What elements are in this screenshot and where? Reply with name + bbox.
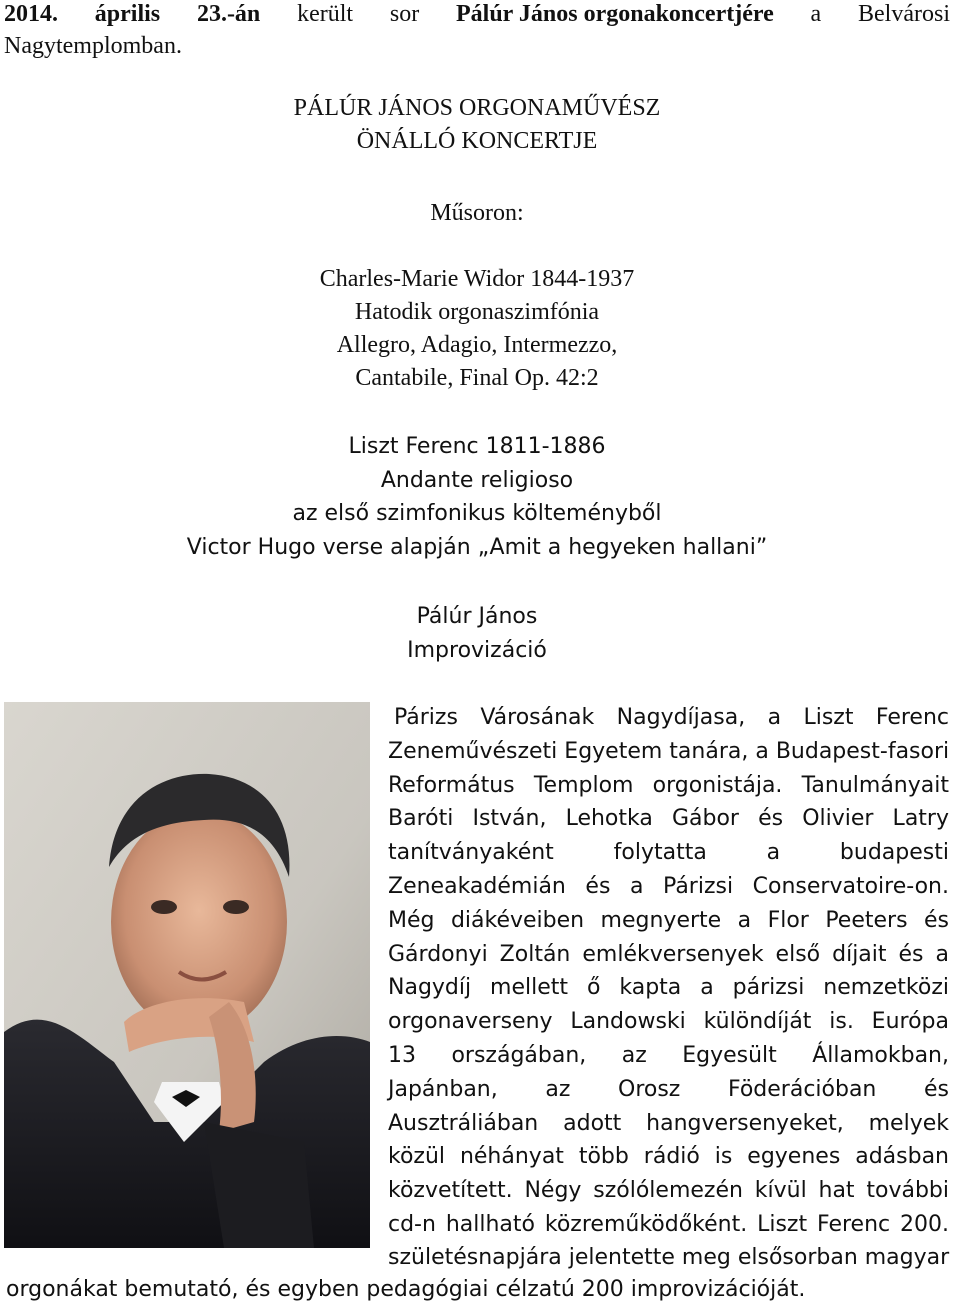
bio-line: Zeneművészeti Egyetem tanára, a Budapest-fasori	[388, 738, 950, 764]
bio-line: 13 országában, az Egyesült Államokban,	[388, 1042, 949, 1068]
program-line: Victor Hugo verse alapján „Amit a hegyeken hallani”	[186, 534, 768, 560]
intro-line-2: Nagytemplomban.	[4, 33, 182, 59]
concert-title	[0, 92, 954, 158]
bio-line: tanítványaként folytatta a budapesti	[388, 840, 949, 866]
intro-word: került	[297, 1, 354, 27]
program-line: Pálúr János	[416, 604, 538, 629]
portrait-photo	[4, 702, 370, 1248]
intro-paragraph	[4, 0, 950, 62]
program-line: Cantabile, Final Op. 42:2	[355, 365, 599, 391]
program-liszt	[0, 430, 954, 564]
bio-line: Gárdonyi Zoltán emlékversenyek első díjait és a	[388, 941, 949, 967]
bio-line: cd-n hallható közreműködőként. Liszt Ferenc 200.	[388, 1211, 949, 1237]
program-line: Allegro, Adagio, Intermezzo,	[336, 332, 618, 358]
program-line: Improvizáció	[407, 637, 547, 663]
program-line: Charles-Marie Widor 1844-1937	[319, 266, 635, 292]
program-label: Műsoron:	[430, 200, 524, 226]
bio-line: Japánban, az Orosz Föderációban és	[388, 1076, 949, 1102]
bio-line: Párizs Városának Nagydíjasa, a Liszt Ferenc	[394, 705, 949, 730]
intro-concert-name: Pálúr János orgonakoncertjére	[456, 1, 774, 27]
bio-line: közvetített. Négy szólólemezén kívül hat további	[388, 1178, 949, 1204]
bio-line: Ausztráliában adott hangversenyeket, melyek	[388, 1110, 949, 1136]
program-widor	[0, 263, 954, 395]
bio-line: orgonaverseny Landowski különdíját is. Európa	[388, 1009, 949, 1035]
program-line: Hatodik orgonaszimfónia	[354, 299, 600, 325]
bio-line: Nagydíj mellett ő kapta a párizsi nemzetközi	[388, 975, 949, 1001]
program-line: az első szimfonikus költeményből	[292, 501, 662, 526]
intro-date: 2014.	[4, 1, 58, 27]
intro-day: 23.-án	[196, 1, 261, 27]
bio-line: közül néhányat több rádió is egyenes adásban	[388, 1144, 949, 1170]
biography-text	[388, 701, 949, 1242]
bio-line-17: születésnapjára jelentette meg elsősorban magyar	[388, 1245, 950, 1270]
program-line: Liszt Ferenc 1811-1886	[348, 434, 606, 459]
intro-word: sor	[389, 1, 420, 27]
bio-line: Zeneakadémián és a Párizsi Conservatoire-on.	[388, 873, 949, 899]
program-palur	[0, 600, 954, 667]
title-line-1: PÁLÚR JÁNOS ORGONAMŰVÉSZ	[293, 95, 661, 121]
bio-line: Baróti István, Lehotka Gábor és Olivier Latry	[388, 806, 949, 832]
title-line-2: ÖNÁLLÓ KONCERTJE	[356, 128, 598, 154]
intro-word: Belvárosi	[858, 1, 950, 27]
intro-line-1	[4, 0, 950, 30]
program-line: Andante religioso	[380, 467, 574, 493]
bio-line: Még diákéveiben megnyerte a Flor Peeters és	[388, 907, 949, 933]
intro-word: a	[810, 1, 822, 27]
bio-tail: orgonákat bemutató, és egyben pedagógiai célzatú 200 improvizációját.	[6, 1277, 806, 1302]
intro-month: április	[94, 1, 161, 27]
bio-line: Református Templom orgonistája. Tanulmányait	[388, 772, 949, 798]
